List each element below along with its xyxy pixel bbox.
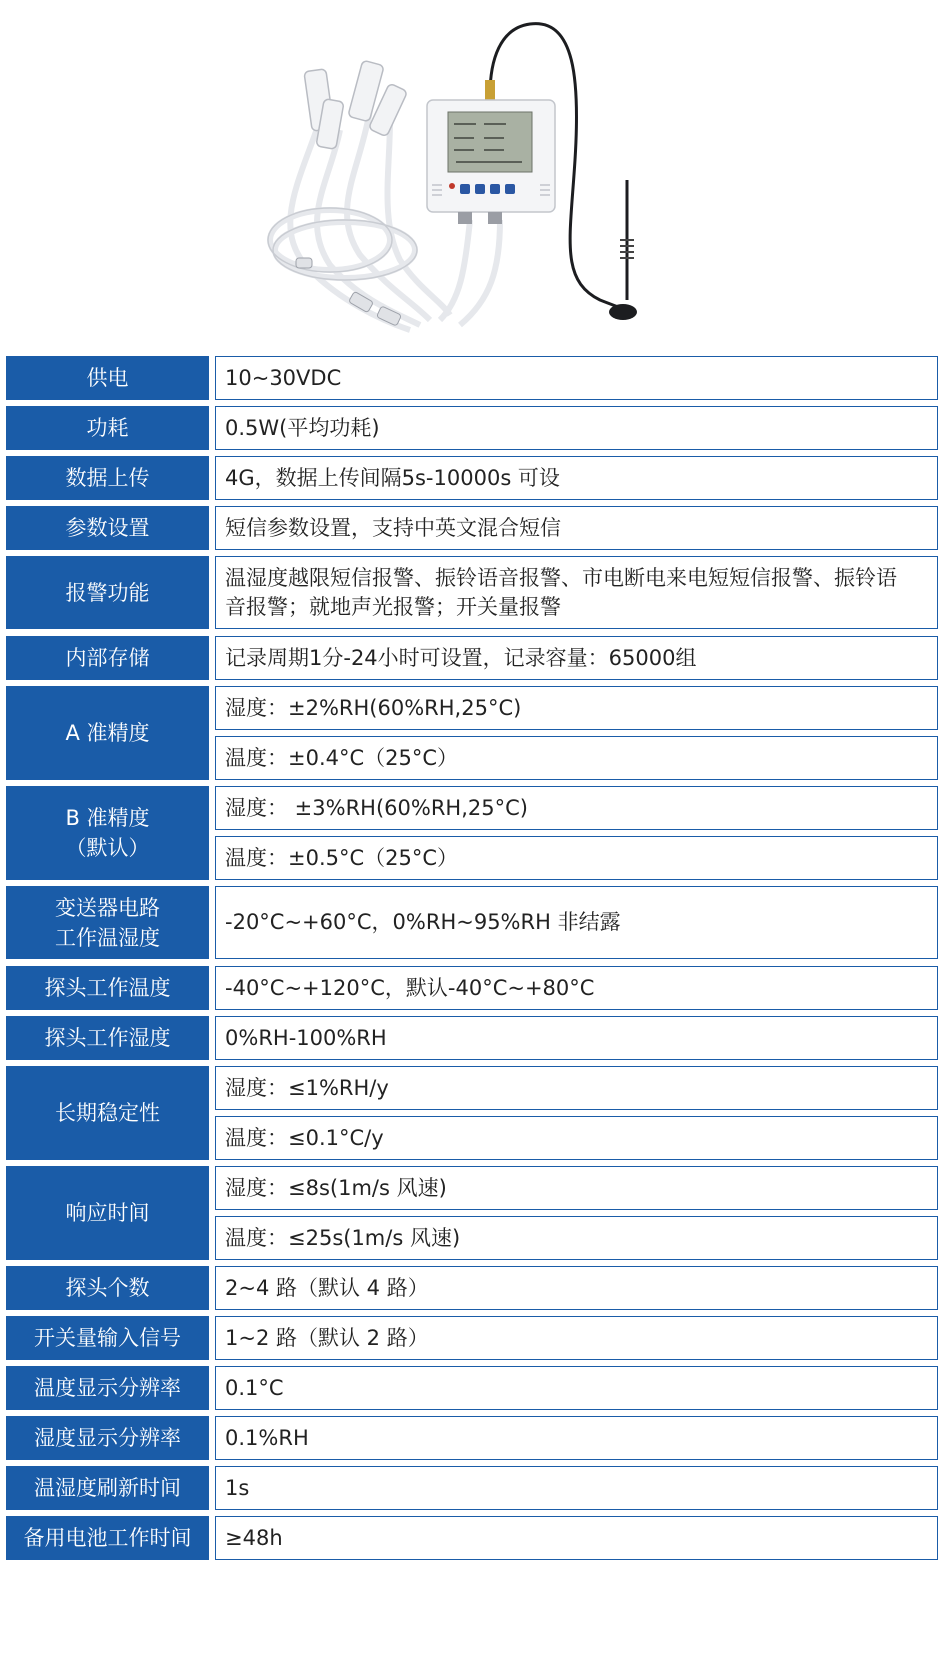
spec-value: 0%RH-100%RH — [215, 1016, 938, 1060]
spec-label: 响应时间 — [6, 1166, 209, 1260]
spec-label: 探头工作湿度 — [6, 1016, 209, 1060]
spec-value: 0.1°C — [215, 1366, 938, 1410]
spec-label: 报警功能 — [6, 556, 209, 629]
antenna-connector — [485, 80, 495, 102]
spec-label: 温度显示分辨率 — [6, 1366, 209, 1410]
spec-value: 0.1%RH — [215, 1416, 938, 1460]
spec-label: B 准精度 （默认） — [6, 786, 209, 880]
spec-value: 湿度：≤8s(1m/s 风速) — [215, 1166, 938, 1210]
spec-value: 10~30VDC — [215, 356, 938, 400]
spec-label: 供电 — [6, 356, 209, 400]
spec-value: 1~2 路（默认 2 路） — [215, 1316, 938, 1360]
spec-value: 湿度： ±3%RH(60%RH,25°C) — [215, 786, 938, 830]
spec-label: 探头个数 — [6, 1266, 209, 1310]
spec-value: ≥48h — [215, 1516, 938, 1560]
spec-value: 1s — [215, 1466, 938, 1510]
spec-value: 记录周期1分-24小时可设置，记录容量：65000组 — [215, 636, 938, 680]
spec-label: 数据上传 — [6, 456, 209, 500]
spec-label: 探头工作温度 — [6, 966, 209, 1010]
spec-value: 湿度：±2%RH(60%RH,25°C) — [215, 686, 938, 730]
spec-value: 温度：±0.4°C（25°C） — [215, 736, 938, 780]
spec-label: 备用电池工作时间 — [6, 1516, 209, 1560]
antenna-icon — [609, 180, 637, 320]
spec-value: 4G，数据上传间隔5s-10000s 可设 — [215, 456, 938, 500]
spec-label: 变送器电路 工作温湿度 — [6, 886, 209, 959]
spec-label: 湿度显示分辨率 — [6, 1416, 209, 1460]
spec-label: 开关量输入信号 — [6, 1316, 209, 1360]
spec-value: 温度：≤0.1°C/y — [215, 1116, 938, 1160]
spec-label: 温湿度刷新时间 — [6, 1466, 209, 1510]
spec-value: 0.5W(平均功耗) — [215, 406, 938, 450]
spec-label: A 准精度 — [6, 686, 209, 780]
spec-value: 温度：±0.5°C（25°C） — [215, 836, 938, 880]
spec-value: 温度：≤25s(1m/s 风速) — [215, 1216, 938, 1260]
spec-label: 长期稳定性 — [6, 1066, 209, 1160]
product-image — [0, 0, 946, 370]
spec-label: 功耗 — [6, 406, 209, 450]
spec-value: 湿度：≤1%RH/y — [215, 1066, 938, 1110]
spec-value: 短信参数设置，支持中英文混合短信 — [215, 506, 938, 550]
spec-label: 参数设置 — [6, 506, 209, 550]
spec-value: 温湿度越限短信报警、振铃语音报警、市电断电来电短短信报警、振铃语音报警；就地声光报警；开关量报警 — [215, 556, 938, 629]
spec-value: -20°C~+60°C，0%RH~95%RH 非结露 — [215, 886, 938, 959]
spec-label: 内部存储 — [6, 636, 209, 680]
spec-value: -40°C~+120°C，默认-40°C~+80°C — [215, 966, 938, 1010]
transmitter-box — [427, 100, 555, 224]
spec-value: 2~4 路（默认 4 路） — [215, 1266, 938, 1310]
